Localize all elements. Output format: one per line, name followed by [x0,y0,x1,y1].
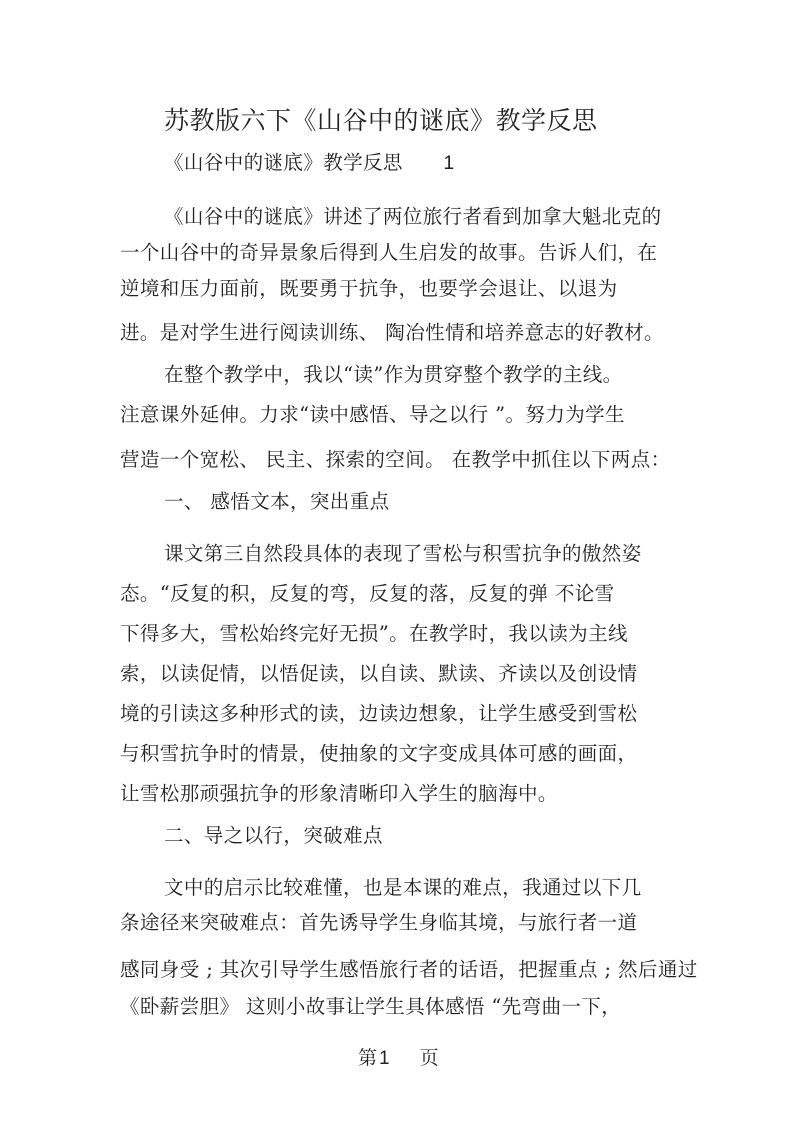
paragraph-line: 一个山谷中的奇异景象后得到人生启发的故事。告诉人们，在 [120,241,658,264]
page-footer [358,1045,439,1072]
paragraph-line: 文中的启示比较难懂，也是本课的难点，我通过以下几 [164,876,642,899]
paragraph-line: 条途径来突破难点：首先诱导学生身临其境，与旅行者一道 [120,911,638,934]
paragraph-line: 《卧薪尝胆》 这则小故事让学生具体感悟 “先弯曲一下， [120,995,622,1018]
paragraph-line: 注意课外延伸。力求“读中感悟、导之以行 ”。努力为学生 [120,403,625,426]
paragraph-line: 课文第三自然段具体的表现了雪松与积雪抗争的傲然姿 [164,542,642,565]
document-title: 苏教版六下《山谷中的谜底》教学反思 [164,106,598,135]
subtitle [164,150,455,176]
subtitle-number: 1 [443,152,455,174]
paragraph-line: 索，以读促情，以悟促读，以自读、默读、齐读以及创设情 [120,662,638,685]
paragraph-line: 进。是对学生进行阅读训练、 陶冶性情和培养意志的好教材。 [120,321,664,344]
paragraph-line: 境的引读这多种形式的读，边读边想象，让学生感受到雪松 [120,702,638,725]
paragraph-line: 营造一个宽松、 民主、探索的空间。 在教学中抓住以下两点： [120,448,671,471]
paragraph-line: 《山谷中的谜底》讲述了两位旅行者看到加拿大魁北克的 [164,205,662,228]
subtitle-text: 《山谷中的谜底》教学反思 [164,151,403,174]
paragraph-line: 感同身受 ; 其次引导学生感悟旅行者的话语，把握重点 ; 然后通过 [120,958,698,981]
page-number: 1 [379,1048,390,1069]
paragraph-line: 逆境和压力面前，既要勇于抗争，也要学会退让、以退为 [120,277,618,300]
paragraph-line: 让雪松那顽强抗争的形象清晰印入学生的脑海中。 [120,782,558,805]
section-heading: 二、导之以行，突破难点 [164,824,383,847]
paragraph-line: 下得多大，雪松始终完好无损”。在教学时，我以读为主线 [120,622,628,645]
paragraph-line: 与积雪抗争时的情景，使抽象的文字变成具体可感的画面， [120,742,638,765]
footer-prefix: 第 [358,1047,378,1069]
section-heading: 一、 感悟文本，突出重点 [164,490,390,513]
paragraph-line: 态。“反复的积，反复的弯，反复的落，反复的弹 不论雪 [120,582,615,605]
paragraph-line: 在整个教学中，我以“读”作为贯穿整个教学的主线。 [164,363,623,386]
footer-suffix: 页 [419,1047,439,1069]
